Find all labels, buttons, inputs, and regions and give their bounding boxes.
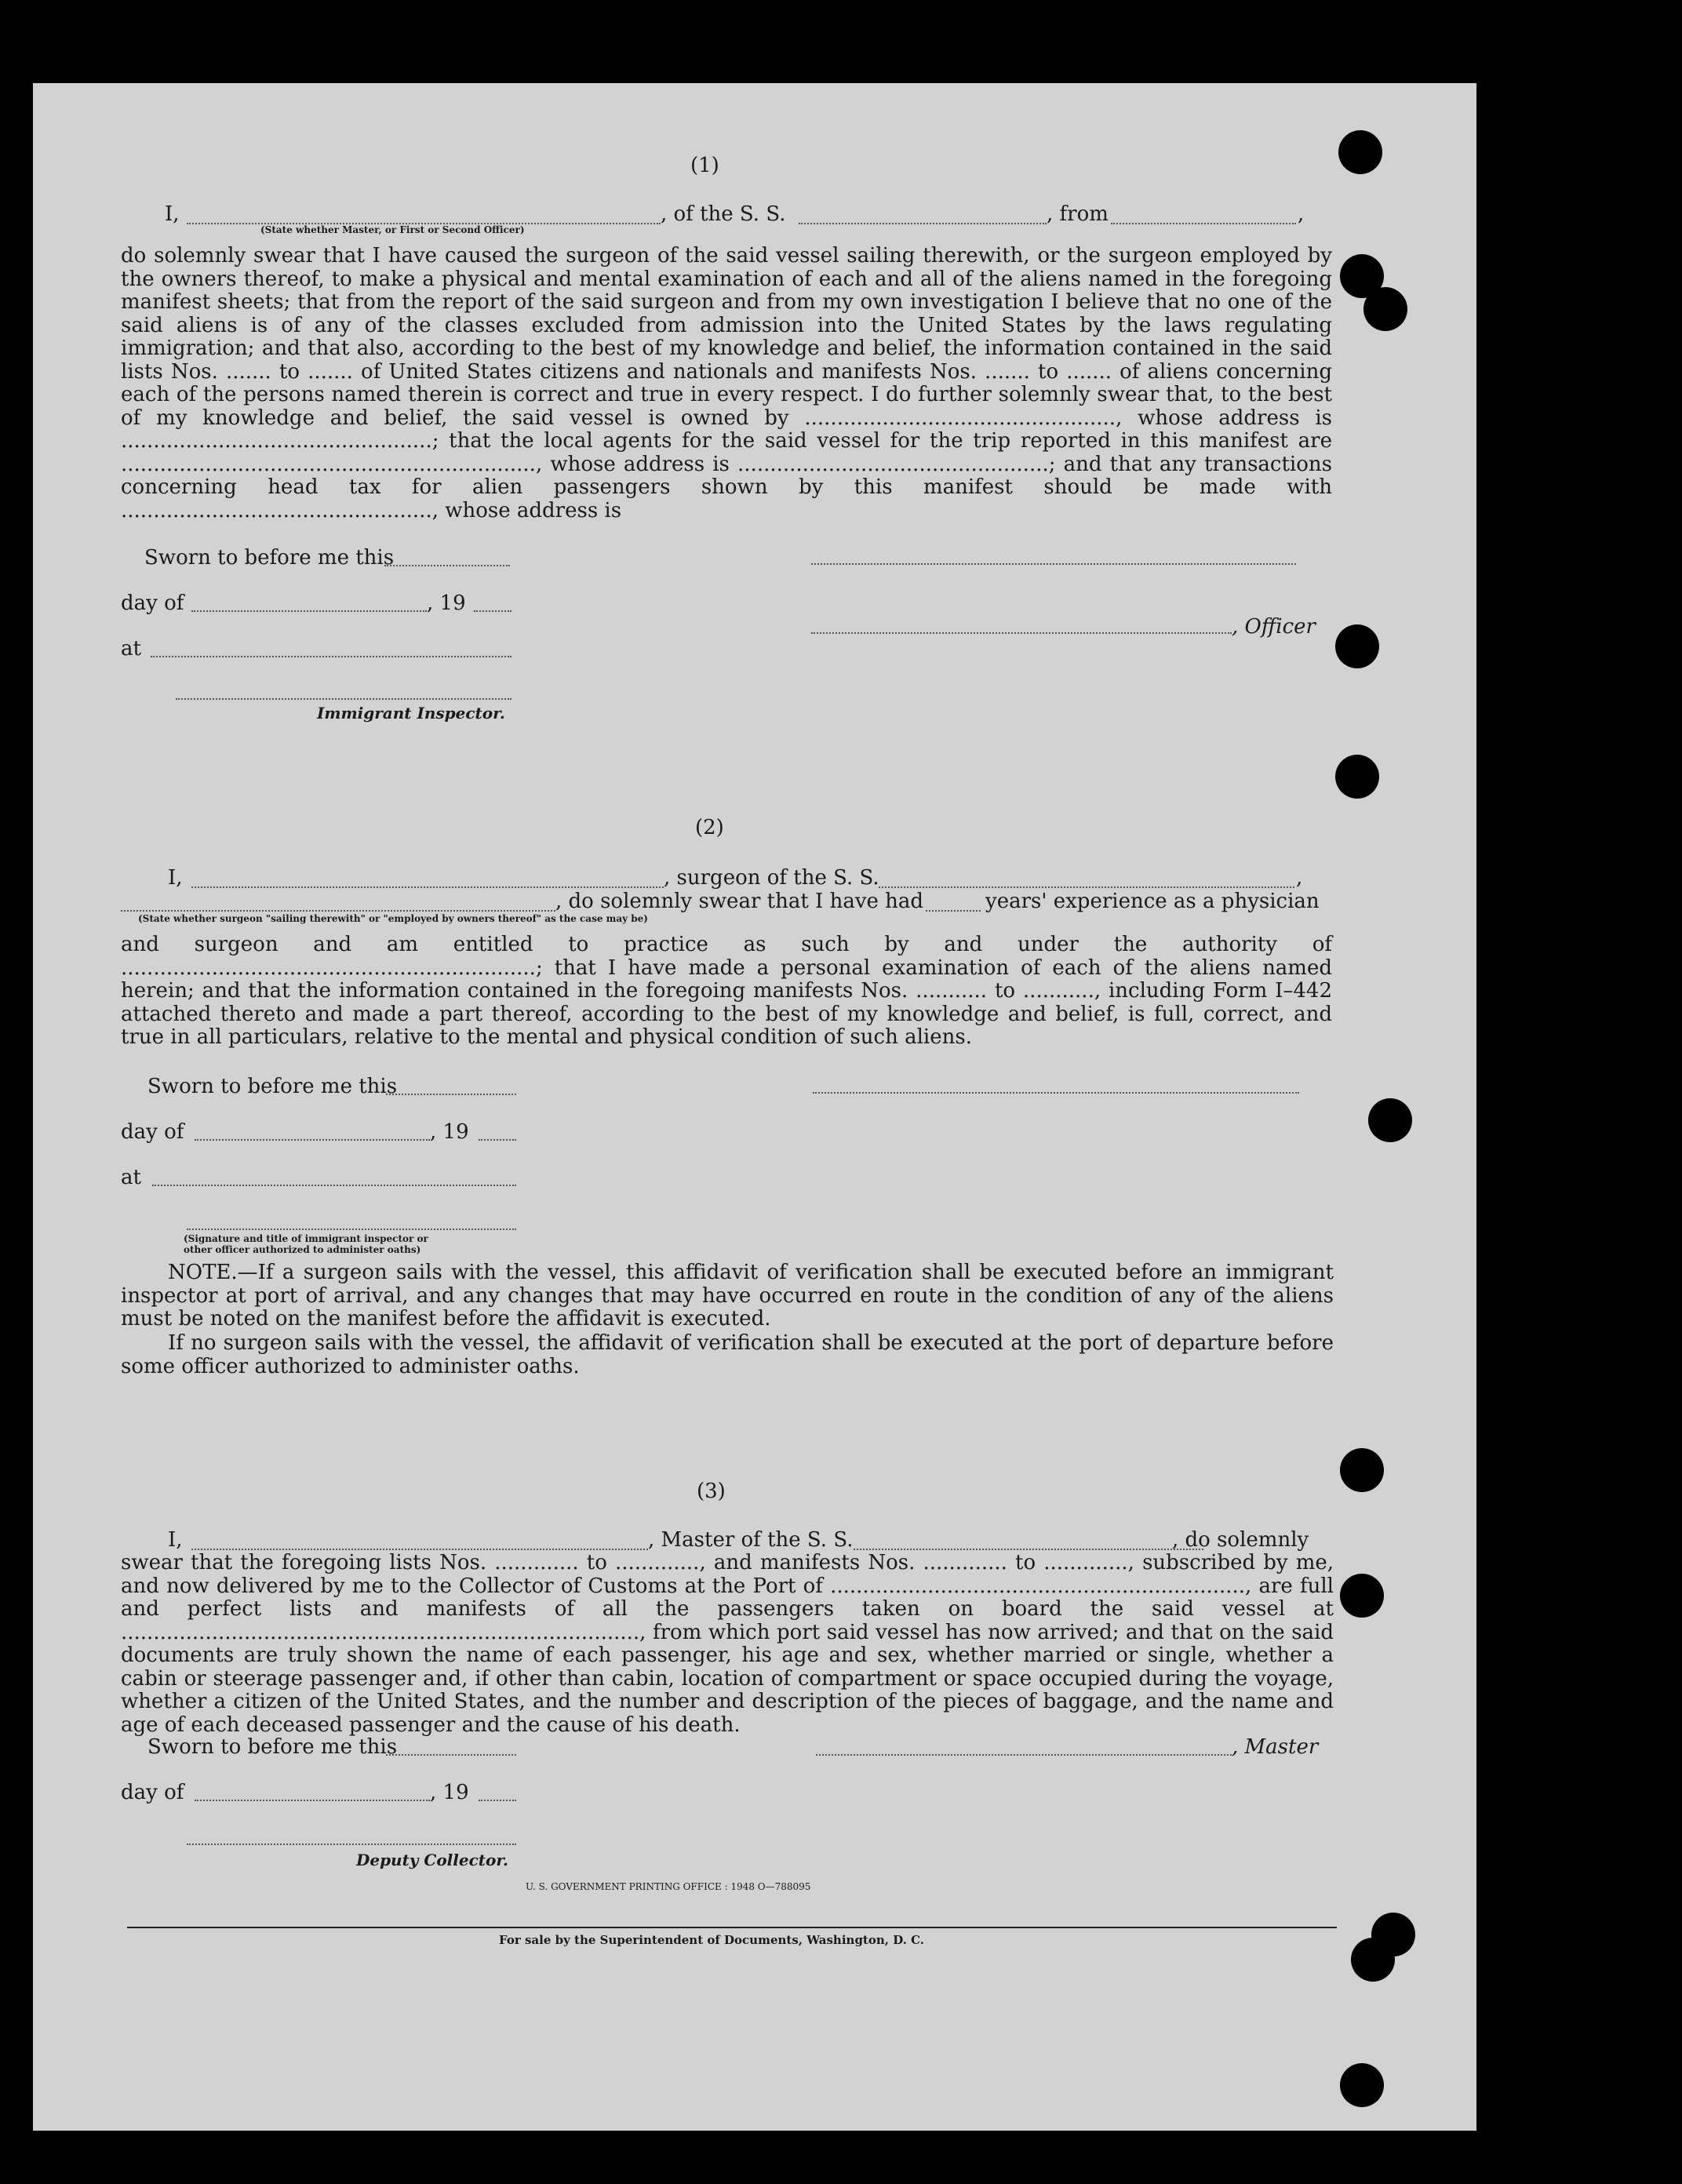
binder-hole-1 bbox=[1338, 130, 1382, 174]
s3-sworn-day-field[interactable] bbox=[386, 1754, 516, 1756]
s2-at-label: at bbox=[121, 1166, 141, 1189]
binder-hole-4 bbox=[1335, 624, 1379, 668]
s1-inspector-caption: Immigrant Inspector. bbox=[317, 704, 505, 723]
s2-swear-label: , do solemnly swear that I have had bbox=[555, 890, 924, 913]
s3-deputy-signature-field[interactable] bbox=[187, 1844, 516, 1845]
footer-text: For sale by the Superintendent of Documents, Washington, D. C. bbox=[499, 1933, 925, 1947]
s1-from-label: , from bbox=[1047, 202, 1109, 226]
s1-officer-caption: , Officer bbox=[1232, 615, 1316, 639]
s3-deputy-caption: Deputy Collector. bbox=[356, 1851, 509, 1869]
s1-at-label: at bbox=[121, 637, 141, 661]
s1-sworn-label: Sworn to before me this bbox=[144, 546, 395, 570]
s2-signature-hint-1: (Signature and title of immigrant inspector or bbox=[184, 1233, 428, 1244]
s2-surgeon-status-field[interactable] bbox=[191, 886, 664, 888]
binder-hole-7 bbox=[1340, 1448, 1384, 1492]
s3-master-caption: , Master bbox=[1232, 1735, 1319, 1759]
s2-years-label: years' experience as a physician bbox=[985, 890, 1320, 913]
manifest-page bbox=[33, 83, 1476, 2131]
binder-hole-6 bbox=[1368, 1098, 1412, 1142]
binder-hole-5 bbox=[1335, 755, 1379, 799]
s3-solemnly-label: , do solemnly bbox=[1172, 1528, 1309, 1552]
s3-day-of-label: day of bbox=[121, 1781, 184, 1804]
s2-surgeon-name-field[interactable] bbox=[121, 910, 555, 912]
s2-oath-paragraph: and surgeon and am entitled to practice as such by and under the authority of ................................................................; that I have made a personal examination of each of the aliens named herein; and that the information contained in the foregoing manifests Nos. ........... to ..........., including Form I–442 attached thereto and made a part thereof, according to the best of my knowledge and belief, is full, correct, and true in all particulars, relative to the mental and physical condition of such aliens. bbox=[121, 933, 1332, 1049]
printing-office-line: U. S. GOVERNMENT PRINTING OFFICE : 1948 O—788095 bbox=[526, 1881, 811, 1892]
s3-master-label: , Master of the S. S. bbox=[648, 1528, 854, 1552]
s1-from-port-field[interactable] bbox=[1111, 223, 1296, 224]
s3-master-signature-field[interactable] bbox=[816, 1754, 1232, 1756]
s1-month-field[interactable] bbox=[191, 610, 427, 612]
s2-inspector-signature-field[interactable] bbox=[187, 1228, 516, 1230]
s1-sworn-day-field[interactable] bbox=[384, 565, 510, 566]
s2-day-of-label: day of bbox=[121, 1120, 184, 1144]
s2-vessel-name-field[interactable] bbox=[879, 886, 1294, 888]
binder-hole-10 bbox=[1351, 1938, 1395, 1982]
s2-i-label: I, bbox=[168, 866, 183, 890]
s1-officer-signature-line-2[interactable] bbox=[811, 632, 1232, 634]
s2-line1-comma: , bbox=[1296, 866, 1303, 890]
s3-sworn-label: Sworn to before me this bbox=[147, 1735, 398, 1759]
footer-divider bbox=[127, 1927, 1337, 1928]
s2-years-field[interactable] bbox=[926, 910, 981, 912]
section-3-number: (3) bbox=[697, 1480, 726, 1503]
s2-place-field[interactable] bbox=[152, 1185, 516, 1186]
s2-year-label: , 19 bbox=[430, 1120, 469, 1144]
s1-vessel-name-field[interactable] bbox=[799, 223, 1047, 224]
s2-note-2-paragraph: If no surgeon sails with the vessel, the affidavit of verification shall be executed at the port of departure before some officer authorized to administer oaths. bbox=[121, 1331, 1334, 1378]
s1-rank-hint: (State whether Master, or First or Second Officer) bbox=[260, 224, 525, 235]
s3-year-field[interactable] bbox=[479, 1800, 516, 1801]
s2-sworn-day-field[interactable] bbox=[386, 1094, 516, 1095]
s3-vessel-name-field[interactable] bbox=[854, 1549, 1203, 1550]
s3-month-field[interactable] bbox=[195, 1800, 430, 1801]
s2-surgeon-signature-field[interactable] bbox=[813, 1092, 1299, 1094]
s1-oath-paragraph: do solemnly swear that I have caused the surgeon of the said vessel sailing therewith, or the surgeon employed by the owners thereof, to make a physical and mental examination of each and all of the aliens named in the foregoing manifest sheets; that from the report of the said surgeon and from my own investigation I believe that no one of the said aliens is of any of the classes excluded from admission into the United States by the laws regulating immigration; and that also, according to the best of my knowledge and belief, the information contained in the said lists Nos. ....... to ....... of United States citizens and nationals and manifests Nos. ....... to ....... of aliens concerning each of the persons named therein is correct and true in every respect. I do further solemnly swear that, to the best of my knowledge and belief, the said vessel is owned by ................................................, whose address is ................................................; that the local agents for the said vessel for the trip reported in this manifest are ................................................................, whose address is ................................................; and that any transactions concerning head tax for alien passengers shown by this manifest should be made with ................................................, whose address is bbox=[121, 244, 1332, 522]
s2-month-field[interactable] bbox=[195, 1139, 430, 1141]
s3-i-label: I, bbox=[168, 1528, 183, 1552]
binder-hole-8 bbox=[1340, 1574, 1384, 1618]
s2-note-paragraph bbox=[121, 1261, 1334, 1331]
s2-year-field[interactable] bbox=[479, 1139, 516, 1141]
binder-hole-3 bbox=[1363, 287, 1407, 331]
s2-note-label: NOTE. bbox=[168, 1261, 238, 1284]
s2-sworn-label: Sworn to before me this bbox=[147, 1075, 398, 1098]
s1-year-field[interactable] bbox=[474, 610, 512, 612]
s1-ss-label: , of the S. S. bbox=[661, 202, 786, 226]
s2-signature-hint-2: other officer authorized to administer oaths) bbox=[184, 1244, 421, 1255]
s1-year-label: , 19 bbox=[427, 592, 466, 615]
binder-hole-11 bbox=[1340, 2063, 1384, 2107]
s1-officer-signature-line-1[interactable] bbox=[811, 563, 1296, 565]
s1-place-field[interactable] bbox=[151, 656, 512, 657]
s3-oath-paragraph: swear that the foregoing lists Nos. ............. to ............., and manifests Nos. ............. to ............., subscribed by me, and now delivered by me to the Collector of Customs at the Port of ................................................................, are full and perfect lists and manifests of all the passengers taken on board the said vessel at ................................................................................, from which port said vessel has now arrived; and that on the said documents are truly shown the name of each passenger, his age and sex, whether married or single, whether a cabin or steerage passenger and, if other than cabin, location of compartment or space occupied during the voyage, whether a citizen of the United States, and the number and description of the pieces of baggage, and the name and age of each deceased passenger and the cause of his death. bbox=[121, 1551, 1334, 1737]
section-2-number: (2) bbox=[695, 816, 724, 839]
s1-i-label: I, bbox=[165, 202, 180, 226]
section-1-number: (1) bbox=[690, 154, 719, 177]
s1-line1-comma: , bbox=[1298, 202, 1305, 226]
s1-inspector-signature-field[interactable] bbox=[176, 698, 512, 700]
s3-master-name-field[interactable] bbox=[191, 1549, 648, 1550]
s3-year-label: , 19 bbox=[430, 1781, 469, 1804]
s2-note-text: —If a surgeon sails with the vessel, this affidavit of verification shall be executed before an immigrant inspector at port of arrival, and any changes that may have occurred en route in the condition of any of the aliens must be noted on the manifest before the affidavit is executed. bbox=[121, 1261, 1334, 1330]
s2-status-hint: (State whether surgeon "sailing therewith" or "employed by owners thereof" as the case may be) bbox=[138, 913, 648, 924]
s2-surgeon-label: , surgeon of the S. S. bbox=[664, 866, 879, 890]
s1-day-of-label: day of bbox=[121, 592, 184, 615]
